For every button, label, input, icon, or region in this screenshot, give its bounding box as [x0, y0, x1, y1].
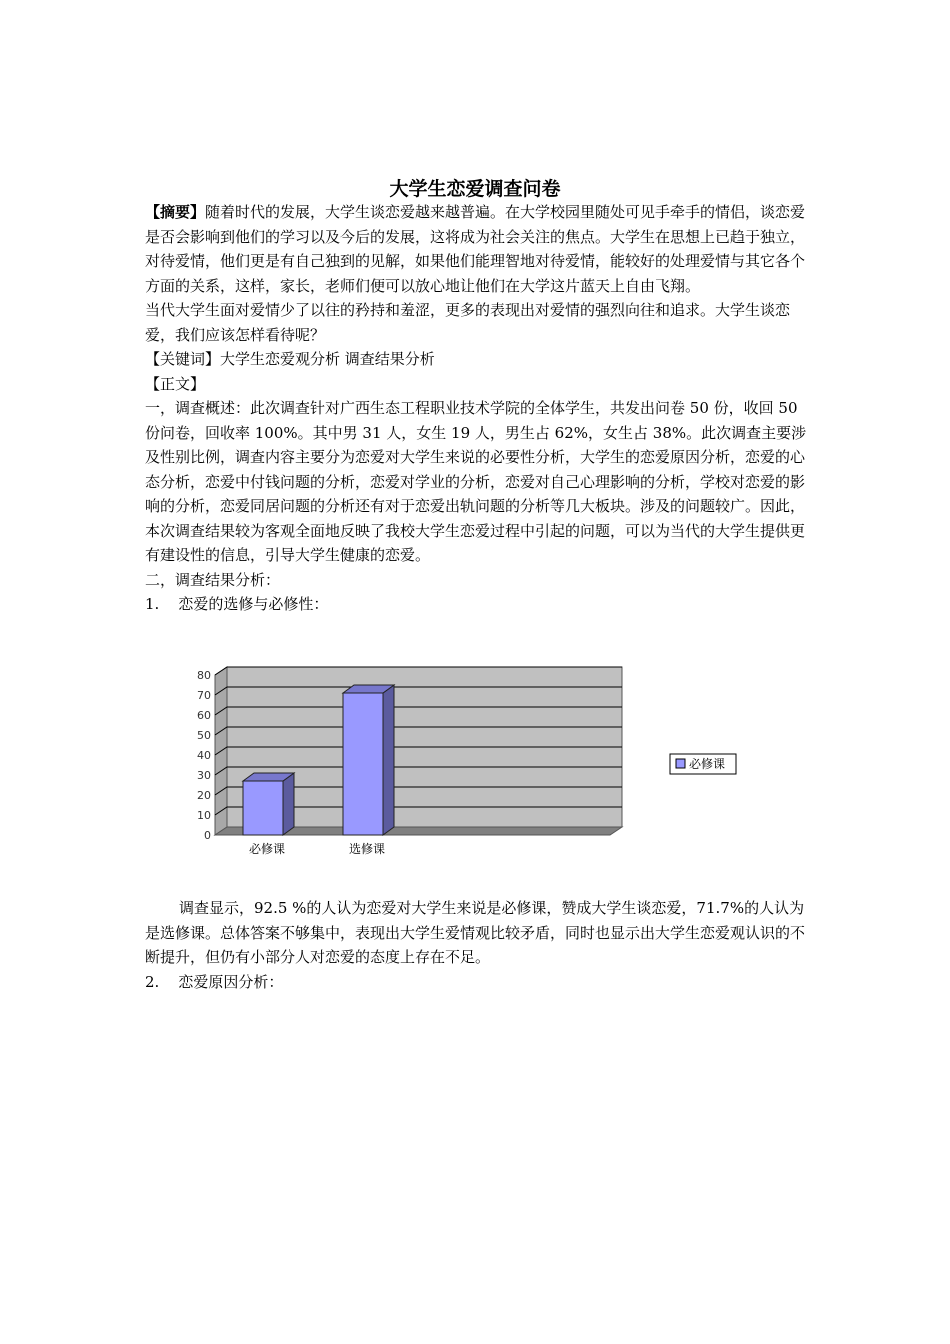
legend-swatch	[676, 759, 685, 768]
y-tick-label: 70	[197, 689, 211, 702]
document-body	[145, 200, 810, 617]
y-tick-label: 60	[197, 709, 211, 722]
y-tick-label: 20	[197, 789, 211, 802]
y-tick-label: 40	[197, 749, 211, 762]
bar	[243, 781, 283, 835]
body-label: 【正文】	[145, 374, 206, 393]
bar	[343, 693, 383, 835]
bar-side	[383, 685, 394, 835]
bar-chart-svg	[190, 660, 750, 860]
y-tick-label: 80	[197, 669, 211, 682]
x-category-label: 选修课	[348, 842, 386, 856]
bar-side	[283, 773, 294, 835]
section-1: 一，调查概述：此次调查针对广西生态工程职业技术学院的全体学生，共发出问卷 50 份，收回 50 份问卷，回收率 100%。其中男 31 人，女生 19 人，男生占 62%，女生占 38%。此次调查主要涉及性别比例，调查内容主要分为恋爱对大学生来说的必要性分析，大学生的恋爱原因分析，恋爱的心态分析，恋爱中付钱问题的分析，恋爱对学业的分析，恋爱对自己心理影响的分析，学校对恋爱的影响的分析，恋爱同居问题的分析还有对于恋爱出轨问题的分析等几大板块。涉及的问题较广。因此，本次调查结果较为客观全面地反映了我校大学生恋爱过程中引起的问题，可以为当代的大学生提供更有建设性的信息，引导大学生健康的恋爱。	[145, 399, 807, 564]
item-2-heading: 2. 恋爱原因分析：	[145, 972, 284, 991]
y-tick-label: 0	[204, 829, 211, 842]
abstract-text: 随着时代的发展，大学生谈恋爱越来越普遍。在大学校园里随处可见手牵手的情侣，谈恋爱是否会影响到他们的学习以及今后的发展，这将成为社会关注的焦点。大学生在思想上已趋于独立，对待爱情，他们更是有自己独到的见解，如果他们能理智地对待爱情，能较好的处理爱情与其它各个方面的关系，这样，家长，老师们便可以放心地让他们在大学这片蓝天上自由飞翔。	[145, 203, 806, 295]
y-tick-label: 50	[197, 729, 211, 742]
item-1-heading: 1. 恋爱的选修与必修性：	[145, 595, 329, 613]
abstract-paragraph	[145, 200, 810, 298]
abstract-label: 【摘要】	[145, 203, 206, 221]
paragraph-2: 当代大学生面对爱情少了以往的矜持和羞涩，更多的表现出对爱情的强烈向往和追求。大学生谈恋爱，我们应该怎样看待呢？	[145, 301, 791, 344]
y-tick-label: 10	[197, 809, 211, 822]
bar-chart	[190, 660, 750, 860]
y-tick-label: 30	[197, 769, 211, 782]
analysis-paragraph: 调查显示，92.5 %的人认为恋爱对大学生来说是必修课，赞成大学生谈恋爱，71.7%的人认为是选修课。总体答案不够集中，表现出大学生爱情观比较矛盾，同时也显示出大学生恋爱观认识的不断提升，但仍有小部分人对恋爱的态度上存在不足。	[145, 899, 806, 966]
x-category-label: 必修课	[248, 842, 286, 856]
keywords: 【关键词】大学生恋爱观分析 调查结果分析	[145, 350, 435, 368]
analysis-block	[145, 896, 810, 994]
page-title: 大学生恋爱调查问卷	[389, 178, 561, 200]
legend-label: 必修课	[689, 757, 726, 771]
section-2-heading: 二，调查结果分析：	[145, 570, 281, 589]
